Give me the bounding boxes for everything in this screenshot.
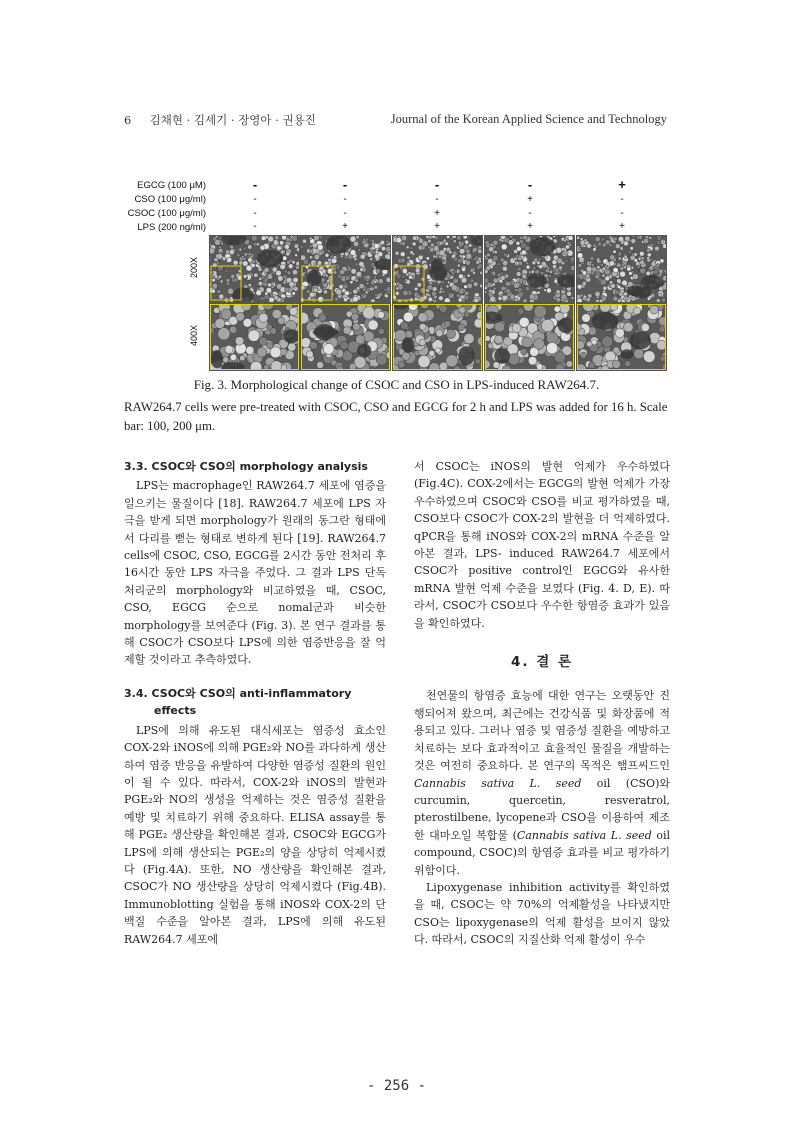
- conclusion-paragraph-2: Lipoxygenase inhibition activity를 확인하였을 때, CSOC는 약 70%의 억제활성을 나타냈지만 CSO는 lipoxygenase의 억제 활성을 보이지 않았다. 따라서, CSOC의 지질산화 억제 활성이 우수: [414, 880, 670, 947]
- sign-cso-5: -: [620, 194, 624, 205]
- micrograph-panel: [484, 235, 575, 303]
- right-column: [414, 458, 670, 949]
- mag-label-400x: 400X: [189, 324, 199, 346]
- sign-lps-5: +: [619, 221, 625, 232]
- figure-description: RAW264.7 cells were pre-treated with CSOC, CSO and EGCG for 2 h and LPS was added for 16 h. Scale bar: 100, 200 μm.: [124, 400, 668, 433]
- sign-egcg-5: +: [618, 177, 626, 192]
- section-3-4-heading-line1: 3.4. CSOC와 CSO의 anti-inflammatory: [124, 686, 352, 700]
- header-journal: Journal of the Korean Applied Science and Technology: [390, 112, 667, 126]
- micrograph-panel: [392, 235, 483, 303]
- conclusion-text-a: 천연물의 항염증 효능에 대한 연구는 오랫동안 진행되어져 왔으며, 최근에는 건강식품 및 화장품에 적용되고 있다. 그러나 염증 및 염증성 질환을 예방하고 치료하는 보다 효과적이고 효율적인 물질을 개발하는 것은 여전히 중요하다. 본 연구의 목적은 햄프씨드인: [414, 689, 670, 773]
- sign-lps-2: +: [342, 221, 348, 232]
- running-header-authors: [124, 112, 316, 128]
- row-label-egcg: EGCG (100 μM): [137, 180, 206, 191]
- header-page-number: 6: [124, 113, 132, 127]
- micrograph-panel: [392, 303, 483, 371]
- sign-csoc-4: -: [528, 208, 532, 219]
- sign-egcg-3: -: [434, 177, 440, 192]
- sign-cso-3: -: [435, 194, 439, 205]
- conclusion-text-c: oil compound, CSOC)의 항염증 효과를 비교 평가하기 위함이다.: [414, 828, 670, 877]
- conclusion-paragraph-1: [414, 687, 670, 878]
- section-3-3-heading: 3.3. CSOC와 CSO의 morphology analysis: [124, 460, 368, 473]
- sign-csoc-5: -: [620, 208, 624, 219]
- micrograph-panel: [300, 303, 391, 371]
- micrograph-panel: [300, 235, 391, 303]
- header-authors: 김채현 · 김세기 · 장영아 · 권용진: [149, 113, 316, 127]
- sign-cso-1: -: [253, 194, 257, 205]
- micrograph-panel: [576, 235, 667, 303]
- row-label-cso: CSO (100 μg/ml): [134, 194, 206, 205]
- micrograph-panel: [209, 303, 300, 371]
- sign-egcg-4: -: [527, 177, 533, 192]
- sign-egcg-1: -: [252, 177, 258, 192]
- section-4-heading: 4. 결 론: [510, 654, 573, 671]
- section-3-3-text: LPS는 macrophage인 RAW264.7 세포에 염증을 일으키는 물질이다 [18]. RAW264.7 세포에 LPS 자극을 받게 되면 morphology가 원래의 동그란 형태에서 다리를 뻗는 형태로 변하게 된다 [19]. RAW264.7 cells에 CSOC, CSO, EGCG를 2시간 동안 전처리 후 16시간 동안 LPS 자극을 주었다. 그 결과 LPS 단독 처리군의 morphology와 비교하였을 때, CSOC, CSO, EGCG 순으로 nomal군과 비슷한 morphology를 보여준다 (Fig. 3). 본 연구 결과를 통해 CSOC가 CSO보다 LPS에 의한 염증반응을 잘 억제할 것이라고 추측하였다.: [124, 479, 386, 667]
- row-label-lps: LPS (200 ng/ml): [137, 222, 206, 233]
- sign-csoc-3: +: [434, 208, 440, 219]
- species-name-2: Cannabis sativa L. seed: [516, 828, 652, 842]
- sign-lps-1: -: [253, 221, 257, 232]
- micrograph-panel: [576, 303, 667, 371]
- sign-lps-4: +: [527, 221, 533, 232]
- mag-label-200x: 200X: [189, 256, 199, 278]
- sign-csoc-1: -: [253, 208, 257, 219]
- sign-cso-4: +: [527, 194, 533, 205]
- species-name-1: Cannabis sativa L. seed: [414, 776, 582, 790]
- page-number: - 256 -: [366, 1078, 426, 1094]
- section-3-4-heading: [124, 685, 386, 720]
- sign-lps-3: +: [434, 221, 440, 232]
- left-column: [124, 458, 386, 948]
- sign-egcg-2: -: [342, 177, 348, 192]
- row-label-csoc: CSOC (100 μg/ml): [127, 208, 206, 219]
- section-3-4-text: LPS에 의해 유도된 대식세포는 염증성 효소인 COX-2와 iNOS에 의해 PGE₂와 NO를 과다하게 생산하여 염증 반응을 유발하여 다양한 염증성 질환의 원인이 될 수 있다. 따라서, COX-2와 iNOS의 발현과 PGE₂와 NO의 생성을 억제하는 것은 염증성 질환을 예방 및 치료하기 위해 중요하다. ELISA assay를 통해 PGE₂ 생산량을 확인해본 결과, CSOC와 EGCG가 LPS에 의해 생산되는 PGE₂의 양을 상당히 억제시켰다 (Fig.4A). 또한, NO 생산량을 확인해본 결과, CSOC가 NO 생산량을 상당히 억제시켰다 (Fig.4B). Immunoblotting 실험을 통해 iNOS와 COX-2의 단백질 수준을 알아본 결과, LPS에 의해 유도된 RAW264.7 세포에: [124, 723, 386, 946]
- sign-csoc-2: -: [343, 208, 347, 219]
- section-3-4-heading-line2: effects: [154, 704, 197, 718]
- micrograph-panel: [484, 303, 575, 371]
- conclusion-text-b: oil (CSO)와 curcumin, quercetin, resveratrol, pterostilbene, lycopene과 CSO을 이용하여 제조한 대마오일 복합물 (: [414, 776, 670, 842]
- right-paragraph-1: 서 CSOC는 iNOS의 발현 억제가 우수하였다 (Fig.4C). COX-2에서는 EGCG의 발현 억제가 가장 우수하였으며 CSOC와 CSO를 비교 평가하였을 때, CSO보다 CSOC가 COX-2의 발현을 더 억제하였다. qPCR을 통해 iNOS와 COX-2의 mRNA 수준을 알아본 결과, LPS- induced RAW264.7 세포에서 CSOC가 positive control인 EGCG와 유사한 mRNA 발현 억제 수준을 보였다 (Fig. 4. D, E). 따라서, CSOC가 CSO보다 우수한 항염증 효과가 있음을 확인하였다.: [414, 460, 670, 630]
- figure-caption: Fig. 3. Morphological change of CSOC and CSO in LPS-induced RAW264.7.: [193, 377, 600, 392]
- micrograph-panel: [209, 235, 300, 303]
- sign-cso-2: -: [343, 194, 347, 205]
